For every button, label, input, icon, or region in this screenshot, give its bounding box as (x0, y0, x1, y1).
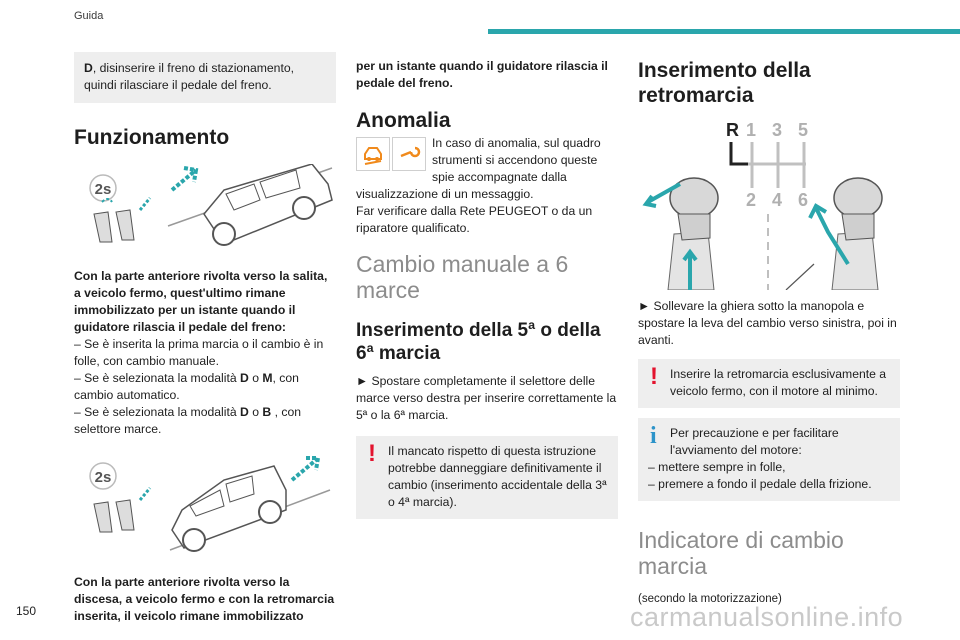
mode-d-label: D (84, 61, 93, 75)
column-2 (356, 58, 618, 519)
page-number: 150 (16, 604, 37, 618)
funzionamento-heading: Funzionamento (74, 126, 230, 149)
anomalia-heading: Anomalia (356, 109, 451, 132)
exclamation-icon: ! (650, 363, 658, 390)
info-item-neutral: – mettere sempre in folle, (648, 460, 786, 474)
engine-note: (secondo la motorizzazione) (638, 593, 782, 605)
gear-4-label: 4 (772, 190, 783, 210)
gear-indicator-title: Indicatore di cambio marcia (638, 527, 844, 579)
mode-d: D (240, 371, 249, 385)
uphill-illustration (74, 164, 336, 256)
condition-manual: – Se è inserita la prima marcia o il cambio è in folle, con cambio manuale. (74, 337, 324, 368)
continuation-bold: per un istante quando il guidatore rilascia il pedale del freno. (356, 59, 608, 90)
continuation-box (74, 52, 336, 103)
column-1 (74, 52, 336, 625)
mode-d: D (240, 405, 249, 419)
anomalia-text: In caso di anomalia, sul quadro strumenti si accendono queste spie accompagnate dalla visualizzazione di un messaggio. (356, 136, 601, 201)
manual-gearbox-title: Cambio manuale a 6 marce (356, 251, 569, 303)
exclamation-icon: ! (368, 440, 376, 467)
hill-assist-fault-icon (356, 137, 390, 171)
gear-1-label: 1 (746, 120, 757, 140)
text: – Se è selezionata la modalità (74, 371, 240, 385)
warning-box (356, 436, 618, 519)
text: , con cambio automatico. (74, 371, 299, 402)
gear-5-label: 5 (798, 120, 809, 140)
info-text: Per precauzione e per facilitare l'avviamento del motore: (670, 426, 839, 457)
mode-b: B (262, 405, 272, 419)
mode-m: M (262, 371, 273, 385)
timer-2s-icon: 2s (94, 181, 112, 198)
info-icon: i (650, 423, 657, 449)
gear-2-label: 2 (746, 190, 757, 210)
warning-lights (356, 137, 426, 171)
reverse-gear-heading: Inserimento della retromarcia (638, 59, 811, 107)
downhill-paragraph: Con la parte anteriore rivolta verso la discesa, a veicolo fermo e con la retromarcia inserita, il veicolo rimane immobilizzato (74, 575, 335, 623)
column-3 (638, 58, 900, 608)
section-header: Guida (74, 10, 104, 22)
uphill-paragraph: Con la parte anteriore rivolta verso la salita, a veicolo fermo, quest'ultimo rimane immobilizzato per un istante quando il guidatore rilascia il pedale del freno: (74, 269, 328, 334)
gear-r-label: R (726, 120, 739, 140)
anomalia-block (356, 135, 618, 237)
gear-6-label: 6 (798, 190, 809, 210)
anomalia-service-text: Far verificare dalla Rete PEUGEOT o da un riparatore qualificato. (356, 204, 593, 235)
reverse-warning-text: Inserire la retromarcia esclusivamente a veicolo fermo, con il motore al minimo. (670, 367, 887, 398)
downhill-illustration (74, 450, 336, 552)
text: – Se è selezionata la modalità (74, 405, 240, 419)
wrench-service-icon (392, 137, 426, 171)
condition-automatic (74, 370, 336, 404)
gear-3-label: 3 (772, 120, 783, 140)
timer-2s-icon: 2s (94, 469, 112, 486)
text: o (248, 405, 263, 419)
warning-text: Il mancato rispetto di questa istruzione potrebbe danneggiare definitivamente il cambio (inserimento accidentale della 3ª o 4ª marcia). (388, 444, 607, 509)
header-accent-bar (488, 29, 960, 34)
text: , con selettore marce. (74, 405, 301, 436)
site-watermark: carmanualsonline.info (630, 602, 904, 632)
reverse-instruction: ► Sollevare la ghiera sotto la manopola e spostare la leva del cambio verso sinistra, poi in avanti. (638, 299, 897, 347)
condition-selector (74, 404, 336, 438)
reverse-gear-illustration (638, 114, 900, 290)
fifth-sixth-gear-heading: Inserimento della 5ª o della 6ª marcia (356, 320, 601, 364)
info-box (638, 418, 900, 501)
text: o (248, 371, 263, 385)
continuation-text: , disinserire il freno di stazionamento, quindi rilasciare il pedale del freno. (84, 61, 295, 92)
fifth-sixth-instruction: ► Spostare completamente il selettore delle marce verso destra per inserire correttamente la 5ª o la 6ª marcia. (356, 374, 617, 422)
reverse-warning-box (638, 359, 900, 408)
info-item-clutch: – premere a fondo il pedale della frizione. (648, 477, 872, 491)
